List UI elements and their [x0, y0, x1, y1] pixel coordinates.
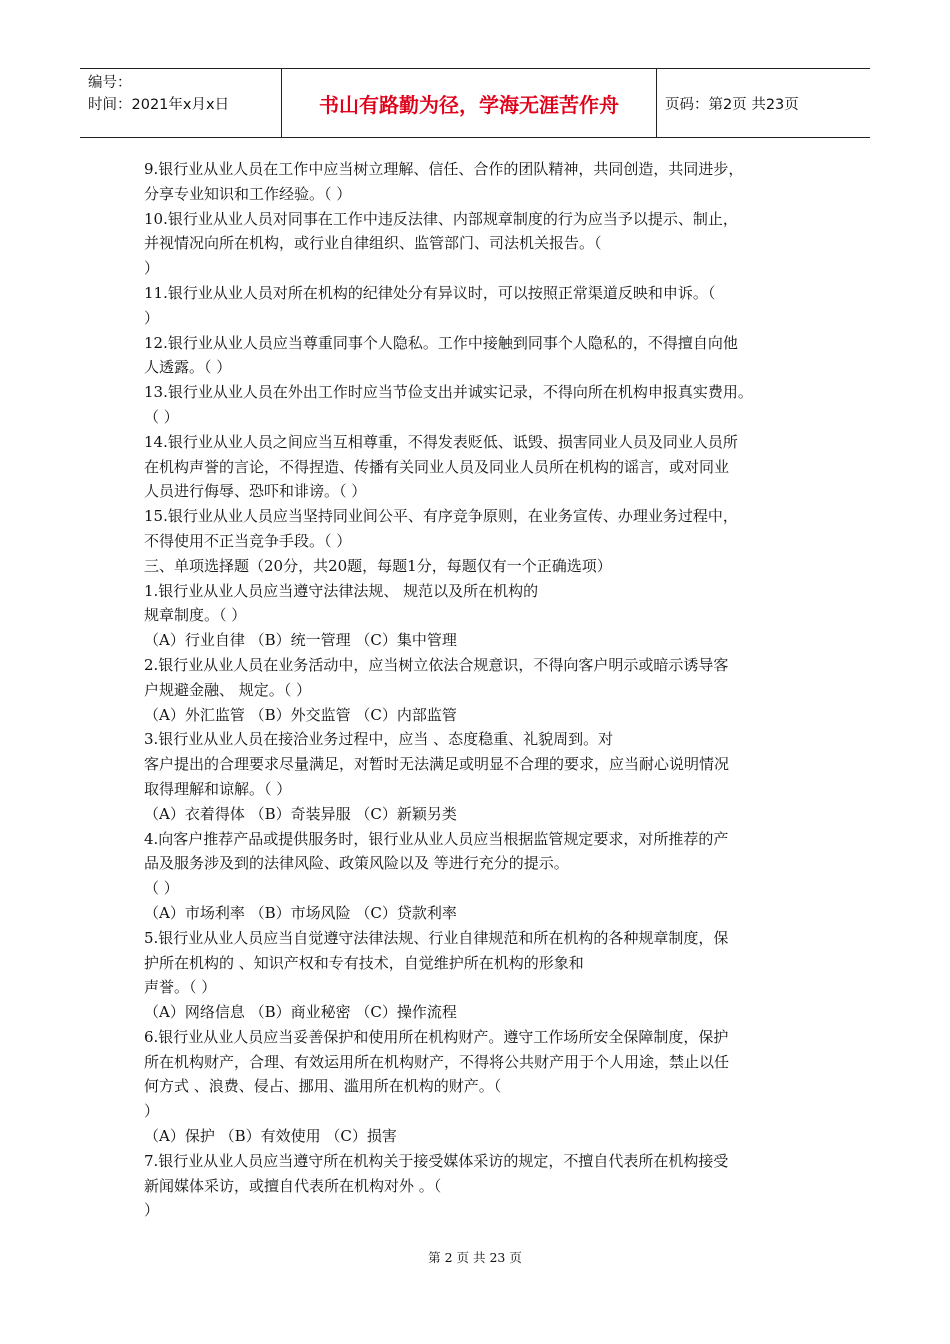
text-line: （A）外汇监管 （B）外交监管 （C）内部监管: [144, 705, 457, 724]
text-line: 10.银行业从业人员对同事在工作中违反法律、内部规章制度的行为应当予以提示、制止，: [144, 209, 738, 228]
text-line: （A）市场利率 （B）市场风险 （C）贷款利率: [144, 903, 457, 922]
header-page-info: 页码：第2页 共23页: [665, 96, 799, 113]
text-line: 11.银行业从业人员对所在机构的纪律处分有异议时，可以按照正常渠道反映和申诉。（: [144, 283, 716, 302]
text-line: ）: [144, 1102, 160, 1121]
text-line: 何方式 、浪费、侵占、挪用、滥用所在机构的财产。（: [144, 1077, 502, 1096]
text-line: 12.银行业从业人员应当尊重同事个人隐私。工作中接触到同事个人隐私的，不得擅自向他: [144, 333, 738, 352]
text-line: 7.银行业从业人员应当遵守所在机构关于接受媒体采访的规定，不擅自代表所在机构接受: [144, 1151, 729, 1170]
text-line: 在机构声誉的言论，不得捏造、传播有关同业人员及同业人员所在机构的谣言，或对同业: [144, 457, 730, 476]
text-line: 声誉。（ ）: [144, 978, 217, 997]
page-header: [80, 68, 870, 138]
text-line: 1.银行业从业人员应当遵守法律法规、 规范以及所在机构的: [144, 581, 539, 600]
text-line: 规章制度。（ ）: [144, 606, 247, 625]
header-motto: 书山有路勤为径，学海无涯苦作舟: [282, 69, 657, 137]
header-info: [80, 69, 282, 137]
text-line: （A）行业自律 （B）统一管理 （C）集中管理: [144, 631, 457, 650]
text-line: ）: [144, 259, 160, 278]
text-line: （ ）: [144, 879, 179, 898]
text-line: 品及服务涉及到的法律风险、政策风险以及 等进行充分的提示。: [144, 854, 569, 873]
text-line: 新闻媒体采访，或擅自代表所在机构对外 。（: [144, 1176, 442, 1195]
text-line: 14.银行业从业人员之间应当互相尊重，不得发表贬低、诋毁、损害同业人员及同业人员所: [144, 432, 738, 451]
text-line: 并视情况向所在机构，或行业自律组织、监管部门、司法机关报告。（: [144, 234, 602, 253]
text-line: 三、单项选择题（20分，共20题，每题1分，每题仅有一个正确选项）: [144, 556, 612, 575]
text-line: 5.银行业从业人员应当自觉遵守法律法规、行业自律规范和所在机构的各种规章制度，保: [144, 928, 729, 947]
text-line: ）: [144, 1201, 160, 1220]
text-line: （A）保护 （B）有效使用 （C）损害: [144, 1127, 397, 1146]
text-line: 15.银行业从业人员应当坚持同业间公平、有序竞争原则，在业务宣传、办理业务过程中，: [144, 507, 738, 526]
text-line: 2.银行业从业人员在业务活动中，应当树立依法合规意识，不得向客户明示或暗示诱导客: [144, 655, 729, 674]
text-line: 人透露。（ ）: [144, 358, 232, 377]
serial-label: 编号：: [88, 75, 132, 91]
text-line: 所在机构财产，合理、有效运用所在机构财产，不得将公共财产用于个人用途，禁止以任: [144, 1052, 730, 1071]
text-line: 4.向客户推荐产品或提供服务时，银行业从业人员应当根据监管规定要求，对所推荐的产: [144, 829, 729, 848]
text-line: 13.银行业从业人员在外出工作时应当节俭支出并诚实记录，不得向所在机构申报真实费用。: [144, 383, 753, 402]
text-line: （A）网络信息 （B）商业秘密 （C）操作流程: [144, 1003, 457, 1022]
text-line: 3.银行业从业人员在接洽业务过程中，应当 、态度稳重、礼貌周到。对: [144, 730, 614, 749]
text-line: 户规避金融、 规定。（ ）: [144, 680, 312, 699]
text-line: 客户提出的合理要求尽量满足，对暂时无法满足或明显不合理的要求，应当耐心说明情况: [144, 755, 730, 774]
document-body: [144, 157, 816, 1223]
text-line: ）: [144, 308, 160, 327]
text-line: 人员进行侮辱、恐吓和诽谤。（ ）: [144, 482, 367, 501]
text-line: 取得理解和谅解。（ ）: [144, 779, 292, 798]
text-line: 护所在机构的 、知识产权和专有技术，自觉维护所在机构的形象和: [144, 953, 584, 972]
text-line: 9.银行业从业人员在工作中应当树立理解、信任、合作的团队精神，共同创造，共同进步，: [144, 160, 744, 178]
text-line: 分享专业知识和工作经验。（ ）: [144, 184, 352, 203]
page-footer: 第 2 页 共 23 页: [428, 1250, 522, 1265]
time-line: 时间：2021年x月x日: [88, 97, 230, 113]
text-line: 不得使用不正当竞争手段。（ ）: [144, 531, 352, 550]
text-line: 6.银行业从业人员应当妥善保护和使用所在机构财产。遵守工作场所安全保障制度，保护: [144, 1027, 729, 1046]
text-line: （A）衣着得体 （B）奇装异服 （C）新颖另类: [144, 804, 457, 823]
text-line: （ ）: [144, 407, 179, 426]
